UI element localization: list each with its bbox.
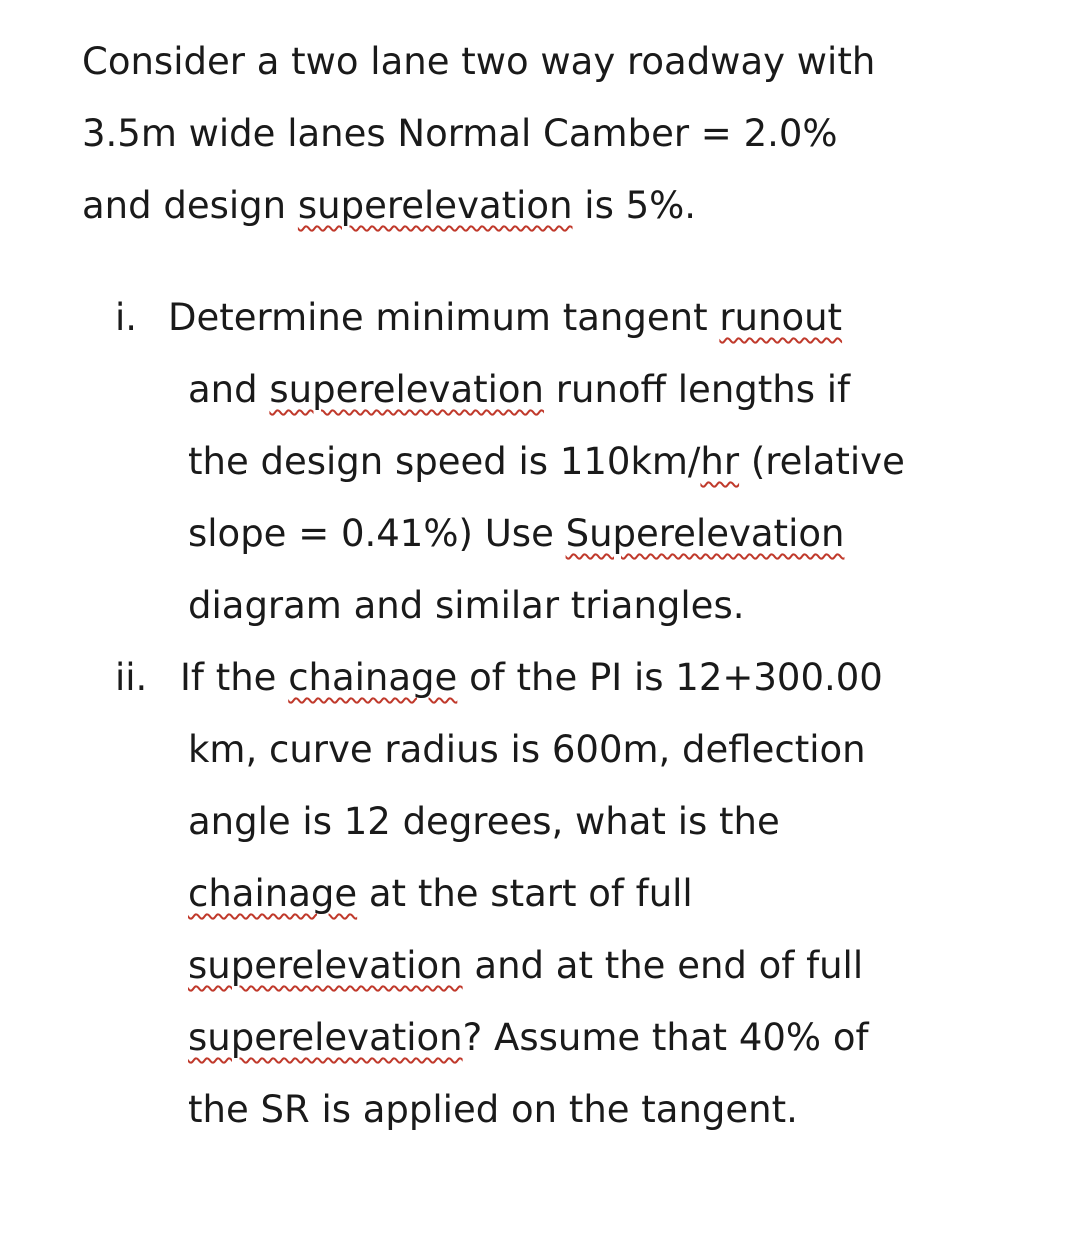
intro-line-3 xyxy=(82,184,696,228)
item2-text-2: km, curve radius is 600m, deflection xyxy=(188,728,866,771)
spell-flag-superelevation: superelevation xyxy=(188,1016,463,1059)
item2-text-1c: of the PI is 12+300.00 xyxy=(457,656,883,699)
item2-text-3: angle is 12 degrees, what is the xyxy=(188,800,780,843)
item2-text-6b: ? Assume that 40% of xyxy=(462,1016,869,1059)
spell-flag-chainage: chainage xyxy=(288,656,458,699)
item1-text-4a: slope = 0.41%) Use xyxy=(188,512,566,555)
item1-line-3 xyxy=(188,440,905,484)
spell-flag-superelevation: superelevation xyxy=(188,944,463,987)
list-marker-i: i. xyxy=(115,296,138,339)
spell-flag-runout: runout xyxy=(719,296,843,339)
item2-text-1a: If the xyxy=(180,656,289,699)
item2-text-5b: and at the end of full xyxy=(462,944,864,987)
intro-line-2 xyxy=(82,112,838,156)
item2-line-2 xyxy=(188,728,866,772)
intro-text-3a: and design xyxy=(82,184,298,227)
list-marker-ii: ii. xyxy=(115,656,148,699)
item2-line-3 xyxy=(188,800,780,844)
intro-text-3c: is 5%. xyxy=(572,184,697,227)
item1-text-5: diagram and similar triangles. xyxy=(188,584,745,627)
spell-flag-hr: hr xyxy=(700,440,740,483)
spell-flag-superelevation: superelevation xyxy=(297,184,573,227)
item2-line-5 xyxy=(188,944,863,988)
intro-text-1: Consider a two lane two way roadway with xyxy=(82,40,876,83)
item1-line-2 xyxy=(188,368,850,412)
spell-flag-superelevation: Superelevation xyxy=(565,512,845,555)
item1-text-2a: and xyxy=(188,368,270,411)
spell-flag-superelevation: superelevation xyxy=(269,368,545,411)
intro-text-2: 3.5m wide lanes Normal Camber = 2.0% xyxy=(82,112,838,155)
item1-text-2c: runoff lengths if xyxy=(544,368,851,411)
intro-line-1 xyxy=(82,40,875,84)
item1-line-5 xyxy=(188,584,744,628)
item2-line-7 xyxy=(188,1088,798,1132)
item2-line-4 xyxy=(188,872,693,916)
item2-text-7: the SR is applied on the tangent. xyxy=(188,1088,798,1131)
spell-flag-chainage: chainage xyxy=(188,872,358,915)
item1-line-4 xyxy=(188,512,844,556)
item2-line-6 xyxy=(188,1016,868,1060)
item2-text-4b: at the start of full xyxy=(357,872,693,915)
item1-text-1a: Determine minimum tangent xyxy=(168,296,720,339)
item1-text-3a: the design speed is 110km/ xyxy=(188,440,701,483)
item1-text-3c: (relative xyxy=(739,440,905,483)
item2-line-1 xyxy=(180,656,883,700)
item1-line-1 xyxy=(168,296,842,340)
